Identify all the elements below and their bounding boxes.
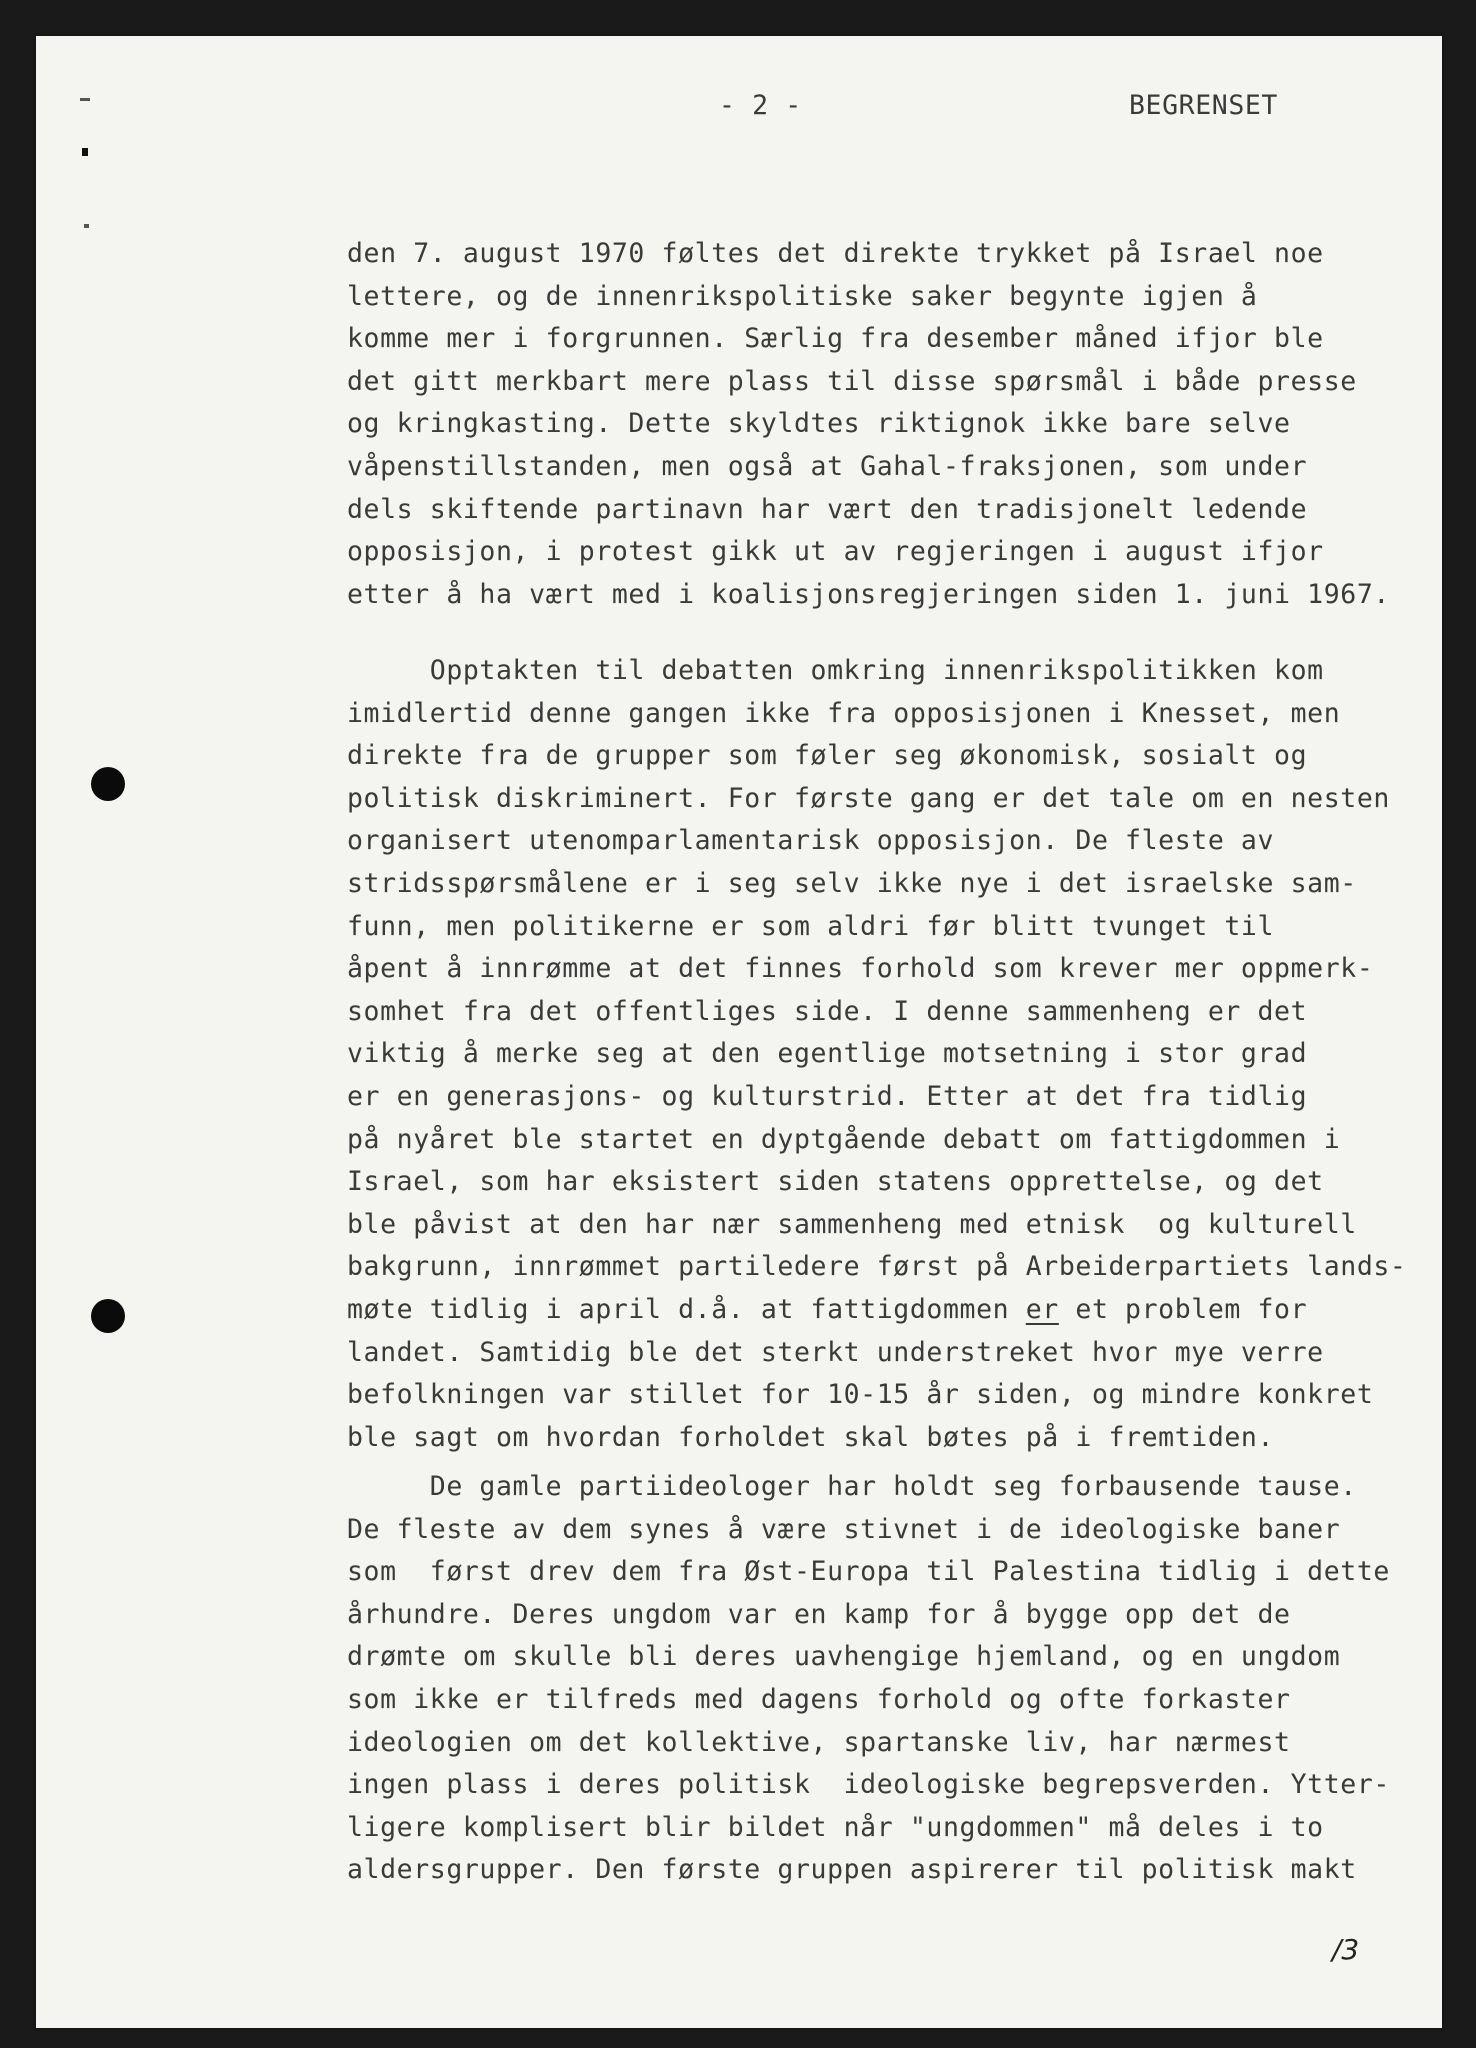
underlined-emphasis: er [1025, 1293, 1059, 1325]
text-line: møte tidlig i april d.å. at fattigdommen er et problem for [347, 1293, 1308, 1325]
text-line: våpenstillstanden, men også at Gahal-fraksjonen, som under [347, 450, 1308, 482]
text-line: som ikke er tilfreds med dagens forhold og ofte forkaster [347, 1683, 1291, 1715]
text-line: bakgrunn, innrømmet partiledere først på Arbeiderpartiets lands- [347, 1251, 1407, 1283]
text-line: stridsspørsmålene er i seg selv ikke nye i det israelske sam- [347, 867, 1357, 899]
margin-mark [80, 98, 90, 101]
classification-label: BEGRENSET [1129, 90, 1278, 121]
text-line: aldersgrupper. Den første gruppen aspirerer til politisk makt [347, 1854, 1357, 1886]
punch-hole [91, 767, 125, 801]
text-line: funn, men politikerne er som aldri før blitt tvunget til [347, 910, 1275, 942]
text-line: viktig å merke seg at den egentlige motsetning i stor grad [347, 1038, 1308, 1070]
text-line: Opptakten til debatten omkring innenrikspolitikken kom [347, 655, 1324, 686]
text-line: De gamle partiideologer har holdt seg forbausende tause. [347, 1471, 1357, 1502]
text-line: og kringkasting. Dette skyldtes riktignok ikke bare selve [347, 408, 1291, 440]
punch-hole [91, 1299, 125, 1333]
text-line: ble sagt om hvordan forholdet skal bøtes på i fremtiden. [347, 1421, 1275, 1453]
text-line: imidlertid denne gangen ikke fra opposisjonen i Knesset, men [347, 697, 1341, 729]
margin-mark [82, 148, 88, 156]
text-line: ideologien om det kollektive, spartanske liv, har nærmest [347, 1726, 1291, 1758]
text-line: er en generasjons- og kulturstrid. Etter at det fra tidlig [347, 1080, 1308, 1112]
text-line: komme mer i forgrunnen. Særlig fra desember måned ifjor ble [347, 323, 1324, 355]
text-line: befolkningen var stillet for 10-15 år siden, og mindre konkret [347, 1379, 1374, 1411]
text-line: den 7. august 1970 føltes det direkte trykket på Israel noe [347, 238, 1324, 269]
text-line: det gitt merkbart mere plass til disse spørsmål i både presse [347, 365, 1357, 397]
text-line: som først drev dem fra Øst-Europa til Palestina tidlig i dette [347, 1556, 1390, 1588]
text-line: organisert utenomparlamentarisk opposisjon. De fleste av [347, 825, 1275, 857]
text-line: opposisjon, i protest gikk ut av regjeringen i august ifjor [347, 536, 1324, 568]
margin-mark [84, 224, 89, 228]
text-line: direkte fra de grupper som føler seg økonomisk, sosialt og [347, 740, 1308, 772]
text-line: århundre. Deres ungdom var en kamp for å bygge opp det de [347, 1598, 1291, 1630]
text-line: åpent å innrømme at det finnes forhold som krever mer oppmerk- [347, 953, 1374, 985]
next-page-marker: /3 [1332, 1933, 1360, 1966]
paragraph-3 [347, 1466, 1442, 1892]
text-line: etter å ha vært med i koalisjonsregjeringen siden 1. juni 1967. [347, 578, 1390, 610]
paragraph-2 [347, 650, 1442, 1459]
text-line: lettere, og de innenrikspolitiske saker begynte igjen å [347, 280, 1258, 312]
paragraph-1 [347, 233, 1442, 616]
text-line: ligere komplisert blir bildet når "ungdommen" må deles i to [347, 1811, 1324, 1843]
text-line: dels skiftende partinavn har vært den tradisjonelt ledende [347, 493, 1308, 525]
page-number: - 2 - [719, 90, 802, 121]
text-line: drømte om skulle bli deres uavhengige hjemland, og en ungdom [347, 1641, 1341, 1673]
text-line: landet. Samtidig ble det sterkt understreket hvor mye verre [347, 1336, 1324, 1368]
document-page [36, 36, 1442, 2028]
text-line: på nyåret ble startet en dyptgående debatt om fattigdommen i [347, 1123, 1341, 1155]
text-line: somhet fra det offentliges side. I denne sammenheng er det [347, 995, 1308, 1027]
text-line: Israel, som har eksistert siden statens opprettelse, og det [347, 1166, 1324, 1198]
text-line: De fleste av dem synes å være stivnet i de ideologiske baner [347, 1513, 1341, 1545]
text-line: ble påvist at den har nær sammenheng med etnisk og kulturell [347, 1208, 1357, 1240]
text-line: politisk diskriminert. For første gang er det tale om en nesten [347, 782, 1390, 814]
text-line: ingen plass i deres politisk ideologiske begrepsverden. Ytter- [347, 1769, 1390, 1801]
